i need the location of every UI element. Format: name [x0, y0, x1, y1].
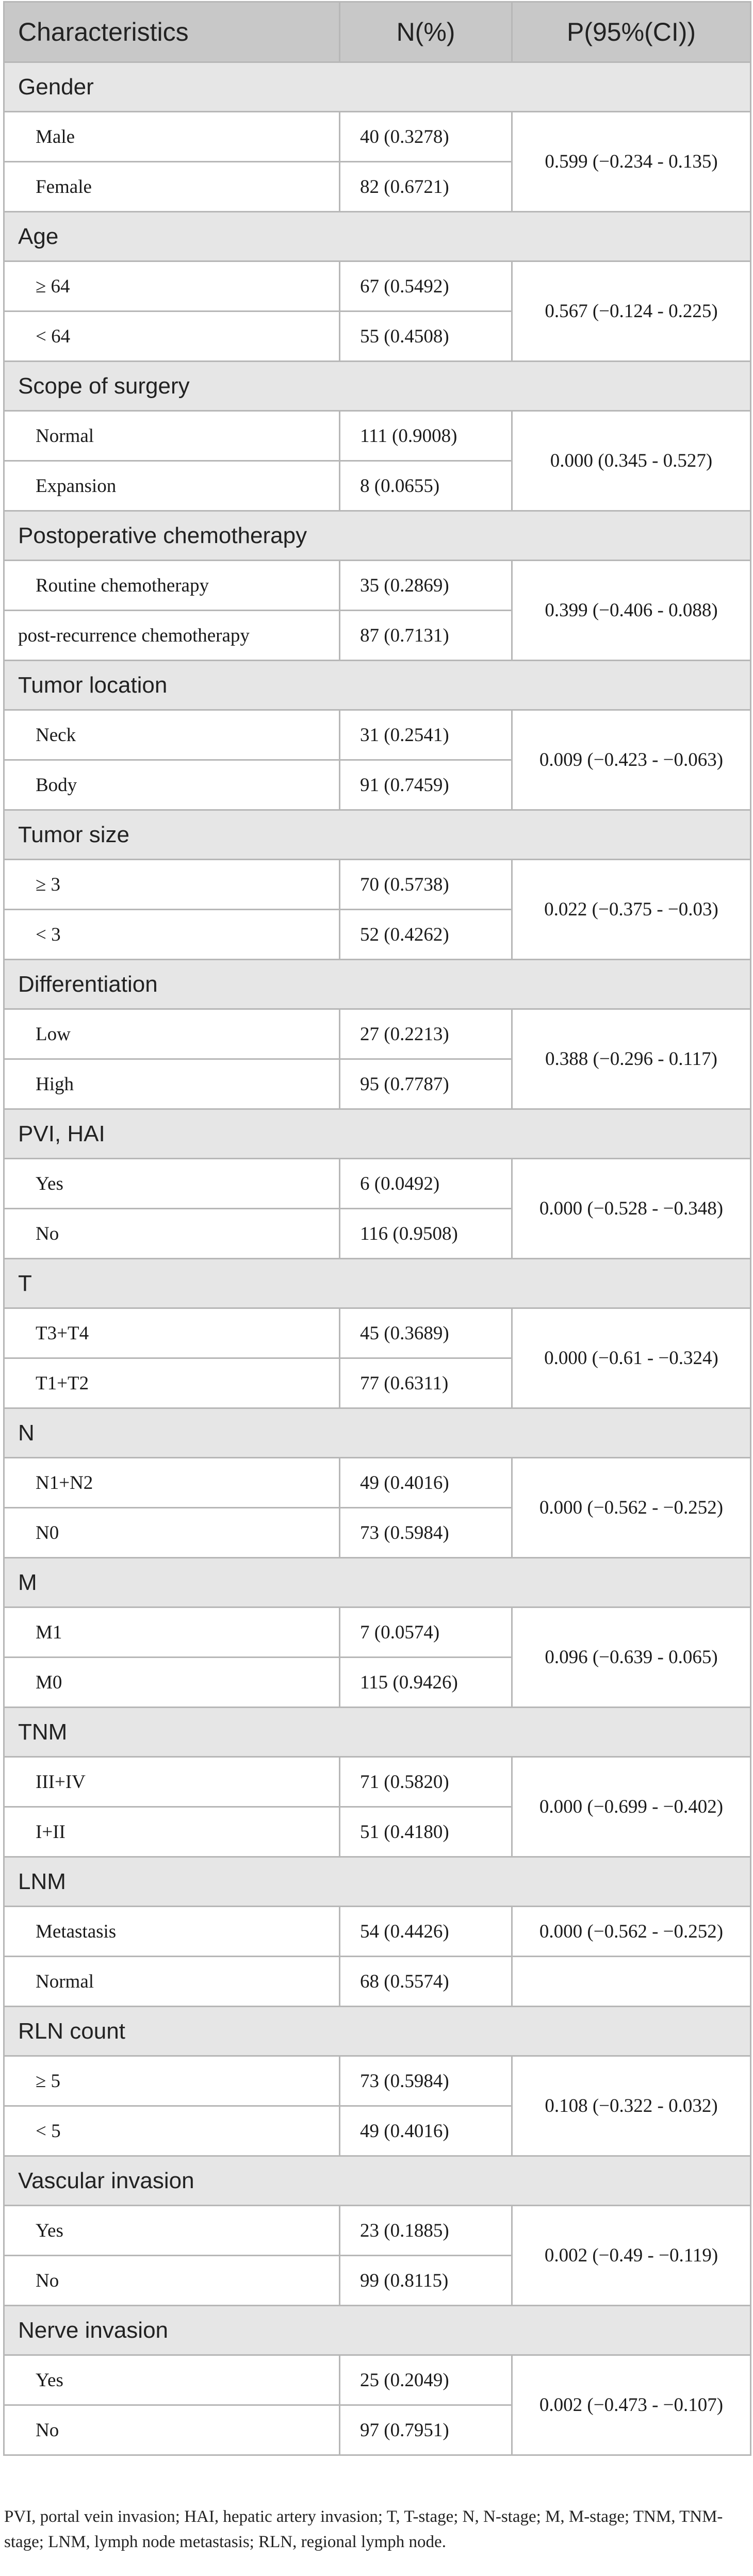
- group-header-row: [4, 1408, 751, 1458]
- group-header-row: [4, 1558, 751, 1607]
- characteristics-table: [3, 1, 751, 2456]
- row-n-percent: 70 (0.5738): [340, 860, 512, 910]
- row-label: N1+N2: [4, 1458, 340, 1508]
- table-row: [4, 860, 751, 910]
- group-p-ci: 0.399 (−0.406 - 0.088): [512, 561, 751, 661]
- row-label: Body: [4, 760, 340, 810]
- row-n-percent: 116 (0.9508): [340, 1209, 512, 1259]
- row-label: High: [4, 1059, 340, 1109]
- row-n-percent: 55 (0.4508): [340, 311, 512, 362]
- group-header-row: [4, 2306, 751, 2355]
- row-label: T1+T2: [4, 1358, 340, 1408]
- group-name: Vascular invasion: [4, 2156, 751, 2206]
- row-n-percent: 54 (0.4426): [340, 1907, 512, 1957]
- row-n-percent: 68 (0.5574): [340, 1957, 512, 2007]
- group-name: Postoperative chemotherapy: [4, 511, 751, 561]
- table-row: [4, 1009, 751, 1059]
- row-n-percent: 23 (0.1885): [340, 2206, 512, 2256]
- row-n-percent: 45 (0.3689): [340, 1308, 512, 1358]
- row-n-percent: 51 (0.4180): [340, 1807, 512, 1857]
- group-name: M: [4, 1558, 751, 1607]
- row-n-percent: 31 (0.2541): [340, 710, 512, 760]
- row-label: Female: [4, 162, 340, 212]
- group-p-ci: 0.599 (−0.234 - 0.135): [512, 112, 751, 212]
- row-label: No: [4, 2405, 340, 2455]
- group-header-row: [4, 1857, 751, 1907]
- group-header-row: [4, 212, 751, 261]
- row-n-percent: 97 (0.7951): [340, 2405, 512, 2455]
- row-label: No: [4, 2256, 340, 2306]
- group-name: T: [4, 1259, 751, 1308]
- row-label: No: [4, 1209, 340, 1259]
- group-header-row: [4, 1109, 751, 1159]
- row-label: < 5: [4, 2106, 340, 2156]
- row-label: Neck: [4, 710, 340, 760]
- row-label: Routine chemotherapy: [4, 561, 340, 611]
- group-name: Scope of surgery: [4, 362, 751, 411]
- table-row: [4, 1907, 751, 1957]
- group-name: Differentiation: [4, 960, 751, 1009]
- group-name: Tumor location: [4, 661, 751, 710]
- group-name: PVI, HAI: [4, 1109, 751, 1159]
- row-label: < 64: [4, 311, 340, 362]
- group-p-ci: 0.096 (−0.639 - 0.065): [512, 1607, 751, 1708]
- row-n-percent: 67 (0.5492): [340, 261, 512, 311]
- row-label: post-recurrence chemotherapy: [4, 611, 340, 661]
- row-label: I+II: [4, 1807, 340, 1857]
- group-header-row: [4, 1259, 751, 1308]
- group-name: N: [4, 1408, 751, 1458]
- row-label: Male: [4, 112, 340, 162]
- header-characteristics: Characteristics: [4, 2, 340, 62]
- group-header-row: [4, 960, 751, 1009]
- table-row: [4, 2355, 751, 2405]
- row-label: Expansion: [4, 461, 340, 511]
- row-n-percent: 27 (0.2213): [340, 1009, 512, 1059]
- group-name: Nerve invasion: [4, 2306, 751, 2355]
- header-p-ci: P(95%(CI)): [512, 2, 751, 62]
- row-n-percent: 71 (0.5820): [340, 1757, 512, 1807]
- table-footnote: PVI, portal vein invasion; HAI, hepatic artery invasion; T, T-stage; N, N-stage; M, M-stage; TNM, TNM-stage; LNM, lymph node metastasis; RLN, regional lymph node.: [4, 2507, 723, 2551]
- table-row: [4, 1308, 751, 1358]
- row-label: Low: [4, 1009, 340, 1059]
- group-p-ci: 0.000 (−0.699 - −0.402): [512, 1757, 751, 1857]
- group-p-ci: 0.002 (−0.473 - −0.107): [512, 2355, 751, 2455]
- group-header-row: [4, 2156, 751, 2206]
- row-n-percent: 6 (0.0492): [340, 1159, 512, 1209]
- row-label: < 3: [4, 910, 340, 960]
- header-n-percent: N(%): [340, 2, 512, 62]
- table-header-row: [4, 2, 751, 62]
- group-name: LNM: [4, 1857, 751, 1907]
- group-p-ci: 0.108 (−0.322 - 0.032): [512, 2056, 751, 2156]
- group-header-row: [4, 62, 751, 112]
- row-n-percent: 87 (0.7131): [340, 611, 512, 661]
- group-p-ci: 0.567 (−0.124 - 0.225): [512, 261, 751, 362]
- row-n-percent: 115 (0.9426): [340, 1658, 512, 1708]
- group-name: Tumor size: [4, 810, 751, 860]
- table-row: [4, 2206, 751, 2256]
- table-row: [4, 1458, 751, 1508]
- row-label: ≥ 5: [4, 2056, 340, 2106]
- row-p-ci: 0.000 (−0.562 - −0.252): [512, 1907, 751, 1957]
- row-label: ≥ 3: [4, 860, 340, 910]
- row-label: Normal: [4, 411, 340, 461]
- row-n-percent: 91 (0.7459): [340, 760, 512, 810]
- group-header-row: [4, 2007, 751, 2056]
- group-p-ci: 0.000 (−0.61 - −0.324): [512, 1308, 751, 1408]
- group-p-ci: 0.000 (−0.562 - −0.252): [512, 1458, 751, 1558]
- group-name: Age: [4, 212, 751, 261]
- row-label: Yes: [4, 1159, 340, 1209]
- row-label: N0: [4, 1508, 340, 1558]
- row-n-percent: 35 (0.2869): [340, 561, 512, 611]
- group-header-row: [4, 362, 751, 411]
- group-p-ci: 0.388 (−0.296 - 0.117): [512, 1009, 751, 1109]
- row-n-percent: 49 (0.4016): [340, 1458, 512, 1508]
- table-row: [4, 1607, 751, 1658]
- row-n-percent: 8 (0.0655): [340, 461, 512, 511]
- row-n-percent: 7 (0.0574): [340, 1607, 512, 1658]
- table-row: [4, 561, 751, 611]
- row-label: III+IV: [4, 1757, 340, 1807]
- table-body: [4, 62, 751, 2455]
- row-n-percent: 95 (0.7787): [340, 1059, 512, 1109]
- group-header-row: [4, 661, 751, 710]
- row-n-percent: 25 (0.2049): [340, 2355, 512, 2405]
- table-row: [4, 1757, 751, 1807]
- group-p-ci: 0.000 (0.345 - 0.527): [512, 411, 751, 511]
- group-header-row: [4, 1708, 751, 1757]
- row-label: M0: [4, 1658, 340, 1708]
- group-p-ci: 0.022 (−0.375 - −0.03): [512, 860, 751, 960]
- row-label: Metastasis: [4, 1907, 340, 1957]
- group-p-ci: 0.000 (−0.528 - −0.348): [512, 1159, 751, 1259]
- group-header-row: [4, 810, 751, 860]
- group-p-ci: 0.002 (−0.49 - −0.119): [512, 2206, 751, 2306]
- row-n-percent: 111 (0.9008): [340, 411, 512, 461]
- row-n-percent: 52 (0.4262): [340, 910, 512, 960]
- row-n-percent: 99 (0.8115): [340, 2256, 512, 2306]
- group-header-row: [4, 511, 751, 561]
- row-n-percent: 77 (0.6311): [340, 1358, 512, 1408]
- group-name: RLN count: [4, 2007, 751, 2056]
- row-n-percent: 73 (0.5984): [340, 1508, 512, 1558]
- row-label: Yes: [4, 2355, 340, 2405]
- row-label: T3+T4: [4, 1308, 340, 1358]
- row-n-percent: 40 (0.3278): [340, 112, 512, 162]
- group-name: Gender: [4, 62, 751, 112]
- empty-cell: [512, 1957, 751, 2007]
- row-n-percent: 73 (0.5984): [340, 2056, 512, 2106]
- table-row: [4, 2056, 751, 2106]
- row-label: M1: [4, 1607, 340, 1658]
- row-label: Yes: [4, 2206, 340, 2256]
- group-name: TNM: [4, 1708, 751, 1757]
- table-row: [4, 411, 751, 461]
- table-row: [4, 1957, 751, 2007]
- table-row: [4, 710, 751, 760]
- table-row: [4, 261, 751, 311]
- table-row: [4, 112, 751, 162]
- row-label: Normal: [4, 1957, 340, 2007]
- table-row: [4, 1159, 751, 1209]
- row-n-percent: 49 (0.4016): [340, 2106, 512, 2156]
- row-n-percent: 82 (0.6721): [340, 162, 512, 212]
- row-label: ≥ 64: [4, 261, 340, 311]
- group-p-ci: 0.009 (−0.423 - −0.063): [512, 710, 751, 810]
